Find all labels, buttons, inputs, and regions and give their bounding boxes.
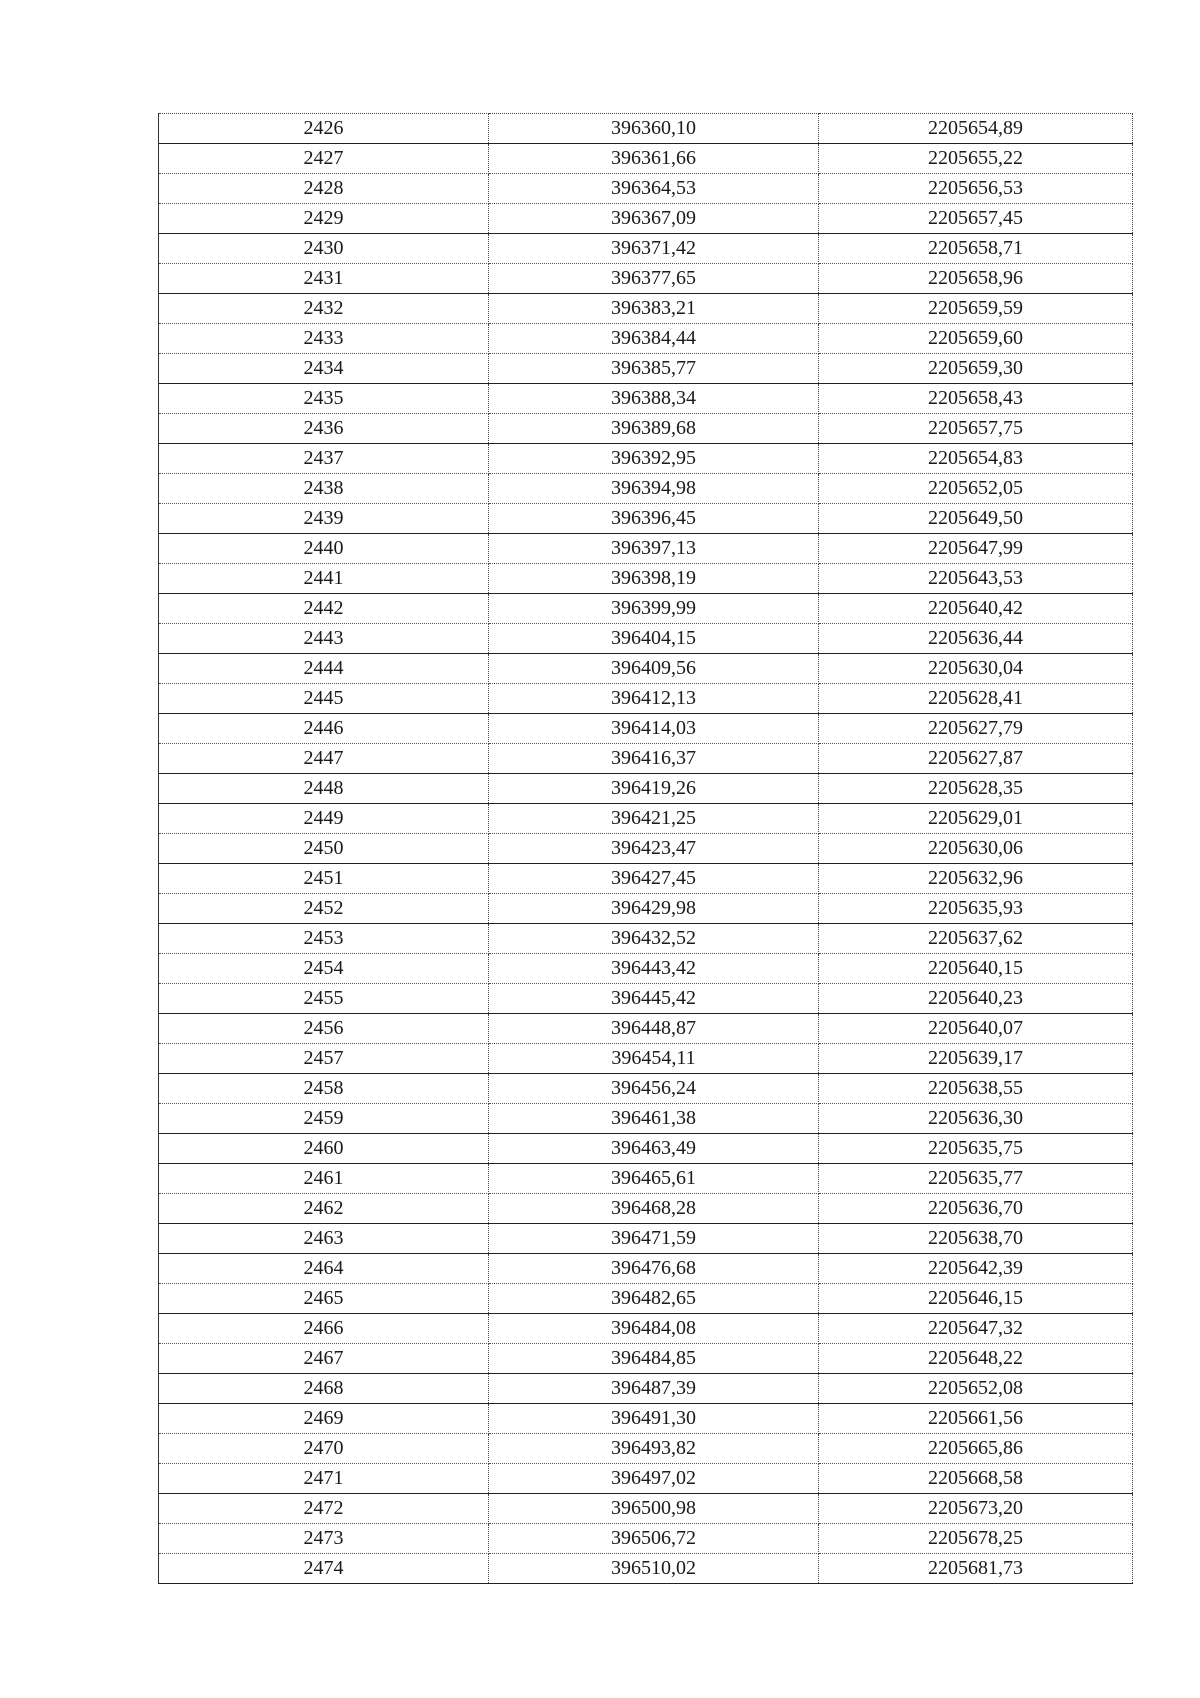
x-coordinate-cell: 396404,15 [489,624,819,654]
point-number-cell: 2460 [159,1134,489,1164]
point-number-cell: 2445 [159,684,489,714]
x-coordinate-cell: 396427,45 [489,864,819,894]
point-number-cell: 2462 [159,1194,489,1224]
y-coordinate-cell: 2205640,42 [819,594,1133,624]
table-row [159,894,1133,924]
table-row [159,864,1133,894]
point-number-cell: 2433 [159,324,489,354]
y-coordinate-cell: 2205636,44 [819,624,1133,654]
point-number-cell: 2473 [159,1524,489,1554]
table-row [159,1254,1133,1284]
x-coordinate-cell: 396384,44 [489,324,819,354]
x-coordinate-cell: 396398,19 [489,564,819,594]
table-row [159,744,1133,774]
point-number-cell: 2470 [159,1434,489,1464]
coordinates-table-body [159,114,1133,1584]
y-coordinate-cell: 2205638,55 [819,1074,1133,1104]
table-row [159,1194,1133,1224]
y-coordinate-cell: 2205659,59 [819,294,1133,324]
x-coordinate-cell: 396456,24 [489,1074,819,1104]
y-coordinate-cell: 2205640,15 [819,954,1133,984]
x-coordinate-cell: 396476,68 [489,1254,819,1284]
y-coordinate-cell: 2205630,04 [819,654,1133,684]
table-row [159,1164,1133,1194]
point-number-cell: 2459 [159,1104,489,1134]
x-coordinate-cell: 396371,42 [489,234,819,264]
point-number-cell: 2443 [159,624,489,654]
y-coordinate-cell: 2205648,22 [819,1344,1133,1374]
x-coordinate-cell: 396445,42 [489,984,819,1014]
table-row [159,1374,1133,1404]
x-coordinate-cell: 396389,68 [489,414,819,444]
table-row [159,834,1133,864]
point-number-cell: 2429 [159,204,489,234]
point-number-cell: 2463 [159,1224,489,1254]
y-coordinate-cell: 2205630,06 [819,834,1133,864]
y-coordinate-cell: 2205635,77 [819,1164,1133,1194]
x-coordinate-cell: 396463,49 [489,1134,819,1164]
point-number-cell: 2434 [159,354,489,384]
table-row [159,1554,1133,1584]
x-coordinate-cell: 396448,87 [489,1014,819,1044]
x-coordinate-cell: 396383,21 [489,294,819,324]
x-coordinate-cell: 396414,03 [489,714,819,744]
point-number-cell: 2435 [159,384,489,414]
table-row [159,564,1133,594]
x-coordinate-cell: 396497,02 [489,1464,819,1494]
x-coordinate-cell: 396421,25 [489,804,819,834]
y-coordinate-cell: 2205636,70 [819,1194,1133,1224]
table-row [159,384,1133,414]
table-row [159,1284,1133,1314]
y-coordinate-cell: 2205643,53 [819,564,1133,594]
point-number-cell: 2430 [159,234,489,264]
y-coordinate-cell: 2205657,75 [819,414,1133,444]
table-row [159,1314,1133,1344]
x-coordinate-cell: 396454,11 [489,1044,819,1074]
point-number-cell: 2453 [159,924,489,954]
point-number-cell: 2474 [159,1554,489,1584]
x-coordinate-cell: 396419,26 [489,774,819,804]
x-coordinate-cell: 396482,65 [489,1284,819,1314]
table-row [159,714,1133,744]
y-coordinate-cell: 2205636,30 [819,1104,1133,1134]
table-row [159,444,1133,474]
y-coordinate-cell: 2205635,75 [819,1134,1133,1164]
x-coordinate-cell: 396392,95 [489,444,819,474]
x-coordinate-cell: 396367,09 [489,204,819,234]
table-row [159,474,1133,504]
y-coordinate-cell: 2205665,86 [819,1434,1133,1464]
y-coordinate-cell: 2205668,58 [819,1464,1133,1494]
table-row [159,234,1133,264]
point-number-cell: 2446 [159,714,489,744]
table-row [159,354,1133,384]
y-coordinate-cell: 2205658,96 [819,264,1133,294]
table-row [159,1224,1133,1254]
y-coordinate-cell: 2205659,30 [819,354,1133,384]
x-coordinate-cell: 396506,72 [489,1524,819,1554]
y-coordinate-cell: 2205654,83 [819,444,1133,474]
point-number-cell: 2426 [159,114,489,144]
point-number-cell: 2444 [159,654,489,684]
point-number-cell: 2451 [159,864,489,894]
y-coordinate-cell: 2205647,99 [819,534,1133,564]
x-coordinate-cell: 396461,38 [489,1104,819,1134]
point-number-cell: 2449 [159,804,489,834]
y-coordinate-cell: 2205659,60 [819,324,1133,354]
y-coordinate-cell: 2205640,07 [819,1014,1133,1044]
point-number-cell: 2464 [159,1254,489,1284]
x-coordinate-cell: 396409,56 [489,654,819,684]
x-coordinate-cell: 396388,34 [489,384,819,414]
point-number-cell: 2467 [159,1344,489,1374]
y-coordinate-cell: 2205658,71 [819,234,1133,264]
y-coordinate-cell: 2205658,43 [819,384,1133,414]
y-coordinate-cell: 2205661,56 [819,1404,1133,1434]
x-coordinate-cell: 396412,13 [489,684,819,714]
table-row [159,774,1133,804]
point-number-cell: 2458 [159,1074,489,1104]
point-number-cell: 2440 [159,534,489,564]
point-number-cell: 2466 [159,1314,489,1344]
table-row [159,264,1133,294]
y-coordinate-cell: 2205657,45 [819,204,1133,234]
point-number-cell: 2454 [159,954,489,984]
x-coordinate-cell: 396429,98 [489,894,819,924]
table-row [159,144,1133,174]
point-number-cell: 2431 [159,264,489,294]
table-row [159,1524,1133,1554]
point-number-cell: 2465 [159,1284,489,1314]
table-row [159,1044,1133,1074]
y-coordinate-cell: 2205647,32 [819,1314,1133,1344]
point-number-cell: 2448 [159,774,489,804]
y-coordinate-cell: 2205642,39 [819,1254,1133,1284]
y-coordinate-cell: 2205632,96 [819,864,1133,894]
y-coordinate-cell: 2205628,35 [819,774,1133,804]
table-row [159,1074,1133,1104]
y-coordinate-cell: 2205652,08 [819,1374,1133,1404]
x-coordinate-cell: 396394,98 [489,474,819,504]
table-row [159,1134,1133,1164]
point-number-cell: 2450 [159,834,489,864]
y-coordinate-cell: 2205635,93 [819,894,1133,924]
table-row [159,114,1133,144]
y-coordinate-cell: 2205678,25 [819,1524,1133,1554]
y-coordinate-cell: 2205681,73 [819,1554,1133,1584]
point-number-cell: 2439 [159,504,489,534]
table-row [159,924,1133,954]
point-number-cell: 2442 [159,594,489,624]
table-row [159,1104,1133,1134]
table-row [159,1434,1133,1464]
y-coordinate-cell: 2205627,87 [819,744,1133,774]
table-row [159,594,1133,624]
y-coordinate-cell: 2205627,79 [819,714,1133,744]
table-row [159,324,1133,354]
table-row [159,1344,1133,1374]
table-row [159,1404,1133,1434]
table-row [159,1464,1133,1494]
x-coordinate-cell: 396471,59 [489,1224,819,1254]
x-coordinate-cell: 396377,65 [489,264,819,294]
y-coordinate-cell: 2205652,05 [819,474,1133,504]
table-row [159,1494,1133,1524]
table-row [159,294,1133,324]
table-row [159,504,1133,534]
coordinates-table [158,113,1133,1584]
table-row [159,804,1133,834]
x-coordinate-cell: 396484,85 [489,1344,819,1374]
point-number-cell: 2432 [159,294,489,324]
table-row [159,174,1133,204]
x-coordinate-cell: 396491,30 [489,1404,819,1434]
y-coordinate-cell: 2205655,22 [819,144,1133,174]
point-number-cell: 2452 [159,894,489,924]
y-coordinate-cell: 2205629,01 [819,804,1133,834]
x-coordinate-cell: 396364,53 [489,174,819,204]
x-coordinate-cell: 396361,66 [489,144,819,174]
point-number-cell: 2457 [159,1044,489,1074]
table-row [159,654,1133,684]
y-coordinate-cell: 2205639,17 [819,1044,1133,1074]
x-coordinate-cell: 396416,37 [489,744,819,774]
y-coordinate-cell: 2205628,41 [819,684,1133,714]
y-coordinate-cell: 2205654,89 [819,114,1133,144]
point-number-cell: 2437 [159,444,489,474]
table-row [159,684,1133,714]
table-row [159,984,1133,1014]
point-number-cell: 2438 [159,474,489,504]
y-coordinate-cell: 2205649,50 [819,504,1133,534]
point-number-cell: 2469 [159,1404,489,1434]
x-coordinate-cell: 396510,02 [489,1554,819,1584]
point-number-cell: 2436 [159,414,489,444]
y-coordinate-cell: 2205640,23 [819,984,1133,1014]
y-coordinate-cell: 2205656,53 [819,174,1133,204]
x-coordinate-cell: 396443,42 [489,954,819,984]
x-coordinate-cell: 396484,08 [489,1314,819,1344]
table-row [159,414,1133,444]
point-number-cell: 2428 [159,174,489,204]
x-coordinate-cell: 396397,13 [489,534,819,564]
x-coordinate-cell: 396493,82 [489,1434,819,1464]
y-coordinate-cell: 2205673,20 [819,1494,1133,1524]
point-number-cell: 2427 [159,144,489,174]
x-coordinate-cell: 396432,52 [489,924,819,954]
y-coordinate-cell: 2205638,70 [819,1224,1133,1254]
x-coordinate-cell: 396360,10 [489,114,819,144]
x-coordinate-cell: 396385,77 [489,354,819,384]
table-row [159,1014,1133,1044]
point-number-cell: 2472 [159,1494,489,1524]
point-number-cell: 2471 [159,1464,489,1494]
x-coordinate-cell: 396468,28 [489,1194,819,1224]
x-coordinate-cell: 396500,98 [489,1494,819,1524]
table-row [159,624,1133,654]
y-coordinate-cell: 2205646,15 [819,1284,1133,1314]
x-coordinate-cell: 396423,47 [489,834,819,864]
y-coordinate-cell: 2205637,62 [819,924,1133,954]
point-number-cell: 2468 [159,1374,489,1404]
x-coordinate-cell: 396487,39 [489,1374,819,1404]
table-row [159,954,1133,984]
x-coordinate-cell: 396399,99 [489,594,819,624]
point-number-cell: 2441 [159,564,489,594]
table-row [159,204,1133,234]
point-number-cell: 2447 [159,744,489,774]
table-row [159,534,1133,564]
point-number-cell: 2461 [159,1164,489,1194]
point-number-cell: 2455 [159,984,489,1014]
point-number-cell: 2456 [159,1014,489,1044]
x-coordinate-cell: 396396,45 [489,504,819,534]
x-coordinate-cell: 396465,61 [489,1164,819,1194]
